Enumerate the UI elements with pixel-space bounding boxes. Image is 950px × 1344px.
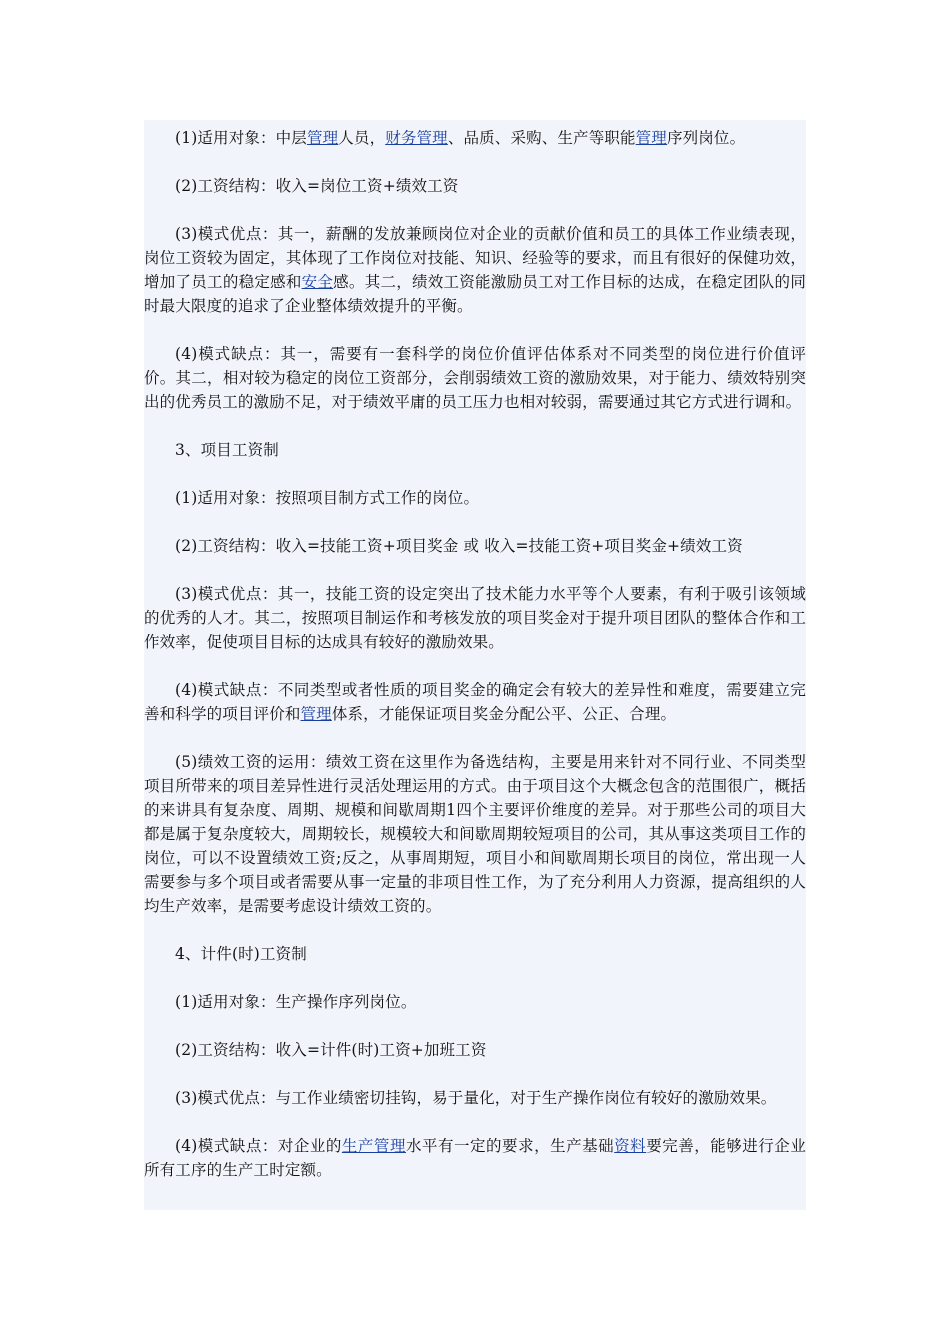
paragraph-gap (144, 558, 806, 582)
paragraph (144, 678, 806, 726)
paragraph-gap (144, 1014, 806, 1038)
text-run: 4、计件(时)工资制 (175, 945, 307, 963)
paragraph-gap (144, 918, 806, 942)
text-run: (1)适用对象：中层 (175, 129, 307, 147)
text-run: (3)模式优点：与工作业绩密切挂钩，易于量化，对于生产操作岗位有较好的激励效果。 (175, 1089, 777, 1107)
paragraph (144, 750, 806, 918)
text-link[interactable]: 管理 (635, 129, 667, 147)
text-run: 3、项目工资制 (175, 441, 279, 459)
paragraph-gap (144, 1110, 806, 1134)
text-run: (5)绩效工资的运用：绩效工资在这里作为备选结构，主要是用来针对不同行业、不同类型项目所带来的项目差异性进行灵活处理运用的方式。由于项目这个大概念包含的范围很广，概括的来讲具有复杂度、周期、规模和间歇周期1四个主要评价维度的差异。对于那些公司的项目大都是属于复杂度较大，周期较长，规模较大和间歇周期较短项目的公司，其从事这类项目工作的岗位，可以不设置绩效工资;反之，从事周期短，项目小和间歇周期长项目的岗位，常出现一人需要参与多个项目或者需要从事一定量的非项目性工作，为了充分利用人力资源，提高组织的人均生产效率，是需要考虑设计绩效工资的。 (144, 753, 806, 915)
text-link[interactable]: 资料 (614, 1137, 647, 1155)
paragraph-gap (144, 150, 806, 174)
text-run: 感。其二，绩效工资能激励员工对工作目标的达成，在稳定团队的同时最大限度的追求了企业整体绩效提升的平衡。 (144, 273, 806, 315)
text-run: (3)模式优点：其一，技能工资的设定突出了技术能力水平等个人要素，有利于吸引该领域的优秀的人才。其二，按照项目制运作和考核发放的项目奖金对于提升项目团队的整体合作和工作效率，促使项目目标的达成具有较好的激励效果。 (144, 585, 806, 651)
text-run: (2)工资结构：收入=计件(时)工资+加班工资 (175, 1041, 487, 1059)
paragraph (144, 1038, 806, 1062)
paragraph-gap (144, 414, 806, 438)
paragraph-gap (144, 1062, 806, 1086)
paragraph (144, 342, 806, 414)
text-run: 水平有一定的要求，生产基础 (405, 1137, 615, 1155)
paragraph-gap (144, 510, 806, 534)
paragraph (144, 222, 806, 318)
text-run: (2)工资结构：收入=技能工资+项目奖金 或 收入=技能工资+项目奖金+绩效工资 (175, 537, 743, 555)
text-run: (3)模式优点：其一，薪酬的发放兼顾岗位对企业的贡献价值和员工的具体工作业绩表现，岗位工资较为固定，其体现了工作岗位对技能、知识、经验等的要求，而且有很好的保健功效，增加了员工的稳定感和 (144, 225, 806, 291)
paragraph-gap (144, 198, 806, 222)
paragraph-gap (144, 726, 806, 750)
paragraph (144, 438, 806, 462)
text-run: (2)工资结构：收入=岗位工资+绩效工资 (175, 177, 459, 195)
paragraph-gap (144, 654, 806, 678)
text-link[interactable]: 管理 (306, 129, 339, 147)
text-link[interactable]: 财务管理 (385, 129, 448, 147)
text-link[interactable]: 安全 (301, 273, 334, 291)
text-link[interactable]: 生产管理 (341, 1137, 406, 1155)
document-body (144, 120, 806, 1210)
text-run: 人员， (338, 129, 386, 147)
paragraph (144, 1134, 806, 1182)
paragraph (144, 990, 806, 1014)
paragraph (144, 126, 806, 150)
text-run: 序列岗位。 (666, 129, 746, 147)
paragraph (144, 486, 806, 510)
text-run: (1)适用对象：按照项目制方式工作的岗位。 (175, 489, 480, 507)
text-run: (1)适用对象：生产操作序列岗位。 (175, 993, 417, 1011)
paragraph (144, 174, 806, 198)
paragraph (144, 582, 806, 654)
paragraph (144, 1086, 806, 1110)
text-run: 体系，才能保证项目奖金分配公平、公正、合理。 (331, 705, 677, 723)
text-run: (4)模式缺点：不同类型或者性质的项目奖金的确定会有较大的差异性和难度，需要建立完善和科学的项目评价和 (144, 681, 806, 723)
paragraph (144, 942, 806, 966)
paragraph (144, 534, 806, 558)
paragraph-gap (144, 318, 806, 342)
text-link[interactable]: 管理 (300, 705, 332, 723)
text-run: (4)模式缺点：对企业的 (175, 1137, 342, 1155)
text-run: (4)模式缺点：其一，需要有一套科学的岗位价值评估体系对不同类型的岗位进行价值评价。其二，相对较为稳定的岗位工资部分，会削弱绩效工资的激励效果，对于能力、绩效特别突出的优秀员工的激励不足，对于绩效平庸的员工压力也相对较弱，需要通过其它方式进行调和。 (144, 345, 806, 411)
paragraph-gap (144, 966, 806, 990)
text-run: 要完善，能够进行企业所有工序的生产工时定额。 (144, 1137, 806, 1179)
text-run: 、品质、采购、生产等职能 (447, 129, 636, 147)
paragraph-gap (144, 462, 806, 486)
